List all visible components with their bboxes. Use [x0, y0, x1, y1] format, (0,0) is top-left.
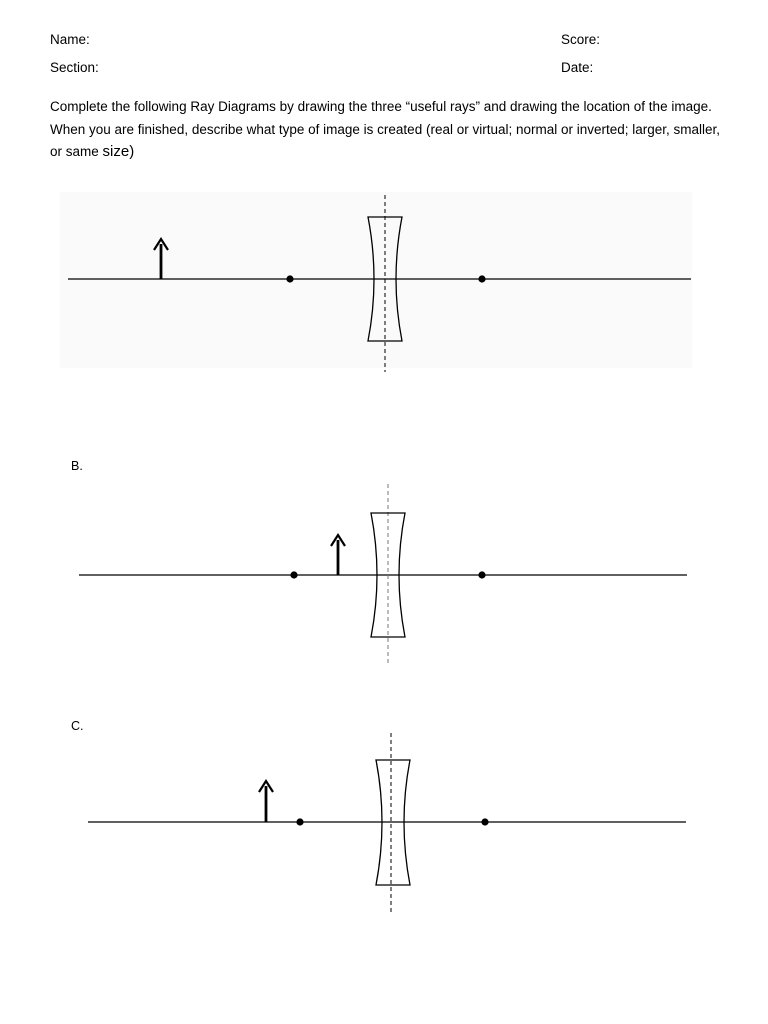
name-label: Name:	[50, 32, 90, 47]
score-label: Score:	[561, 32, 601, 47]
instructions-text: Complete the following Ray Diagrams by drawing the three “useful rays” and drawing the location of the image. When you are finished, describe what type of image is created (real or virtual; normal or inverted; larger, smaller, or same	[50, 99, 721, 159]
focal-point-right	[481, 818, 488, 825]
diagram-c-label: C.	[71, 719, 84, 733]
section-label: Section:	[50, 60, 99, 75]
diagram-b-label: B.	[71, 459, 83, 473]
instructions-last-word: size)	[102, 143, 135, 160]
focal-point-left	[296, 818, 303, 825]
date-label: Date:	[561, 60, 594, 75]
